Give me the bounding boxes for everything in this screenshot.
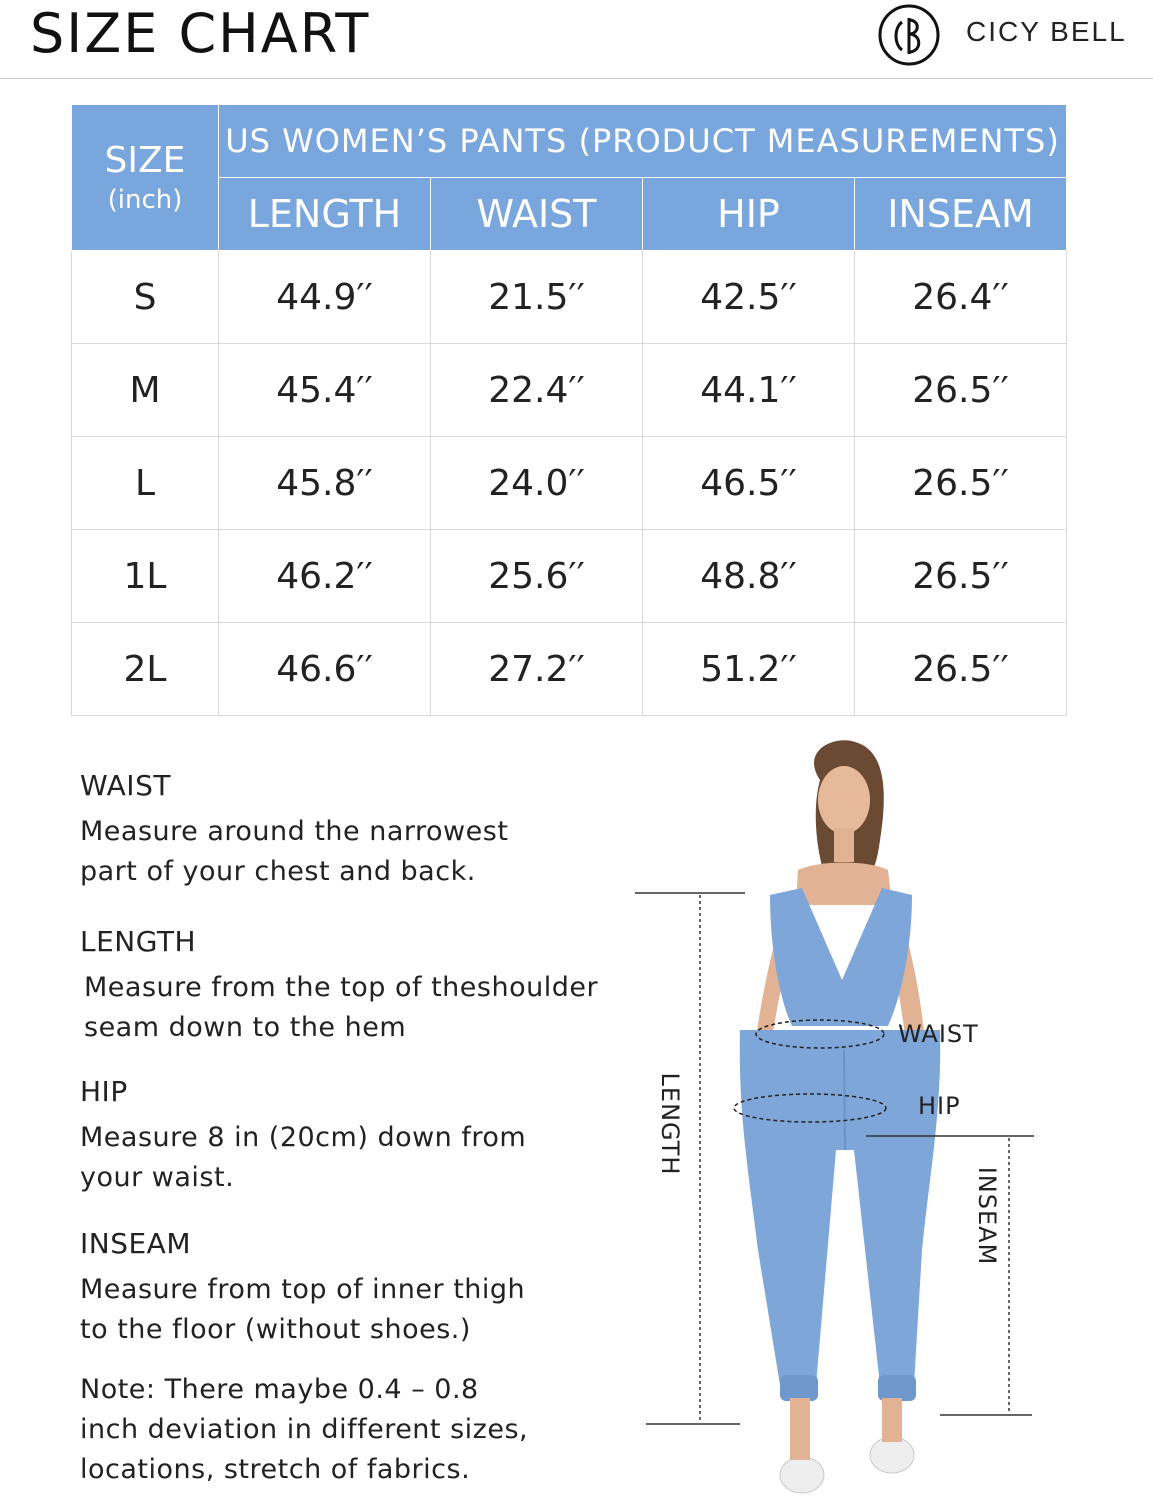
table-row — [72, 251, 1067, 344]
left-ankle-shape — [790, 1398, 810, 1460]
page-title: SIZE CHART — [30, 2, 371, 65]
value-cell: 27.2′′ — [431, 623, 643, 716]
size-table — [71, 104, 1067, 716]
value-cell: 24.0′′ — [431, 437, 643, 530]
face-shape — [818, 766, 870, 834]
note-line: inch deviation in different sizes, — [80, 1414, 529, 1445]
value-cell: 46.2′′ — [219, 530, 431, 623]
guide-hip — [80, 1072, 620, 1198]
value-cell: 26.4′′ — [855, 251, 1067, 344]
table-row — [72, 530, 1067, 623]
column-header-hip: HIP — [643, 178, 855, 251]
guide-waist — [80, 766, 620, 892]
deviation-note — [80, 1370, 620, 1490]
brand-name: CICY BELL — [966, 16, 1127, 47]
table-row — [72, 623, 1067, 716]
guide-line: part of your chest and back. — [80, 856, 476, 887]
value-cell: 51.2′′ — [643, 623, 855, 716]
model-figure — [630, 730, 1050, 1500]
guide-heading: WAIST — [80, 769, 171, 802]
value-cell: 44.1′′ — [643, 344, 855, 437]
pants-seam — [844, 1050, 845, 1150]
size-cell: 1L — [72, 530, 219, 623]
size-header-cell — [72, 105, 219, 251]
table-row — [72, 344, 1067, 437]
guide-heading: HIP — [80, 1075, 128, 1108]
guide-line: Measure 8 in (20cm) down from — [80, 1122, 527, 1153]
guide-length — [80, 922, 620, 1048]
value-cell: 46.5′′ — [643, 437, 855, 530]
guide-line: your waist. — [80, 1162, 235, 1193]
table-row — [72, 437, 1067, 530]
value-cell: 26.5′′ — [855, 437, 1067, 530]
left-sneaker-shape — [780, 1457, 824, 1493]
guide-inseam — [80, 1224, 620, 1350]
guide-line: seam down to the hem — [84, 1012, 407, 1043]
left-cuff-shape — [780, 1375, 818, 1401]
note-line: locations, stretch of fabrics. — [80, 1454, 471, 1485]
guide-line: Measure from top of inner thigh — [80, 1274, 526, 1305]
right-ankle-shape — [882, 1398, 902, 1442]
note-line: Note: There maybe 0.4 – 0.8 — [80, 1374, 479, 1405]
brand-logo-icon — [876, 2, 942, 68]
guide-line: Measure around the narrowest — [80, 816, 509, 847]
value-cell: 26.5′′ — [855, 344, 1067, 437]
size-cell: L — [72, 437, 219, 530]
table-header-row — [72, 105, 1067, 178]
value-cell: 26.5′′ — [855, 623, 1067, 716]
guide-heading: LENGTH — [80, 925, 197, 958]
group-header: US WOMEN’S PANTS (PRODUCT MEASUREMENTS) — [219, 105, 1067, 178]
right-sneaker-shape — [870, 1437, 914, 1473]
pants-shape — [740, 1030, 940, 1385]
inseam-label: INSEAM — [973, 1166, 1001, 1266]
value-cell: 45.8′′ — [219, 437, 431, 530]
column-header-waist: WAIST — [431, 178, 643, 251]
value-cell: 42.5′′ — [643, 251, 855, 344]
bodice-shape — [770, 888, 912, 1026]
value-cell: 25.6′′ — [431, 530, 643, 623]
size-cell: M — [72, 344, 219, 437]
table-column-row — [72, 178, 1067, 251]
guide-line: to the floor (without shoes.) — [80, 1314, 471, 1345]
value-cell: 44.9′′ — [219, 251, 431, 344]
value-cell: 48.8′′ — [643, 530, 855, 623]
length-label: LENGTH — [656, 1072, 684, 1176]
waist-label: WAIST — [898, 1020, 979, 1048]
model-illustration — [630, 730, 1050, 1500]
value-cell: 45.4′′ — [219, 344, 431, 437]
hip-label: HIP — [918, 1092, 961, 1120]
guide-heading: INSEAM — [80, 1227, 191, 1260]
neck-shape — [834, 828, 854, 862]
value-cell: 21.5′′ — [431, 251, 643, 344]
header — [0, 0, 1153, 79]
size-cell: S — [72, 251, 219, 344]
column-header-length: LENGTH — [219, 178, 431, 251]
value-cell: 26.5′′ — [855, 530, 1067, 623]
value-cell: 46.6′′ — [219, 623, 431, 716]
right-cuff-shape — [878, 1375, 916, 1401]
size-header: SIZE — [104, 139, 186, 181]
column-header-inseam: INSEAM — [855, 178, 1067, 251]
guide-line: Measure from the top of theshoulder — [84, 972, 599, 1003]
value-cell: 22.4′′ — [431, 344, 643, 437]
unit-header: (inch) — [107, 184, 183, 215]
size-cell: 2L — [72, 623, 219, 716]
